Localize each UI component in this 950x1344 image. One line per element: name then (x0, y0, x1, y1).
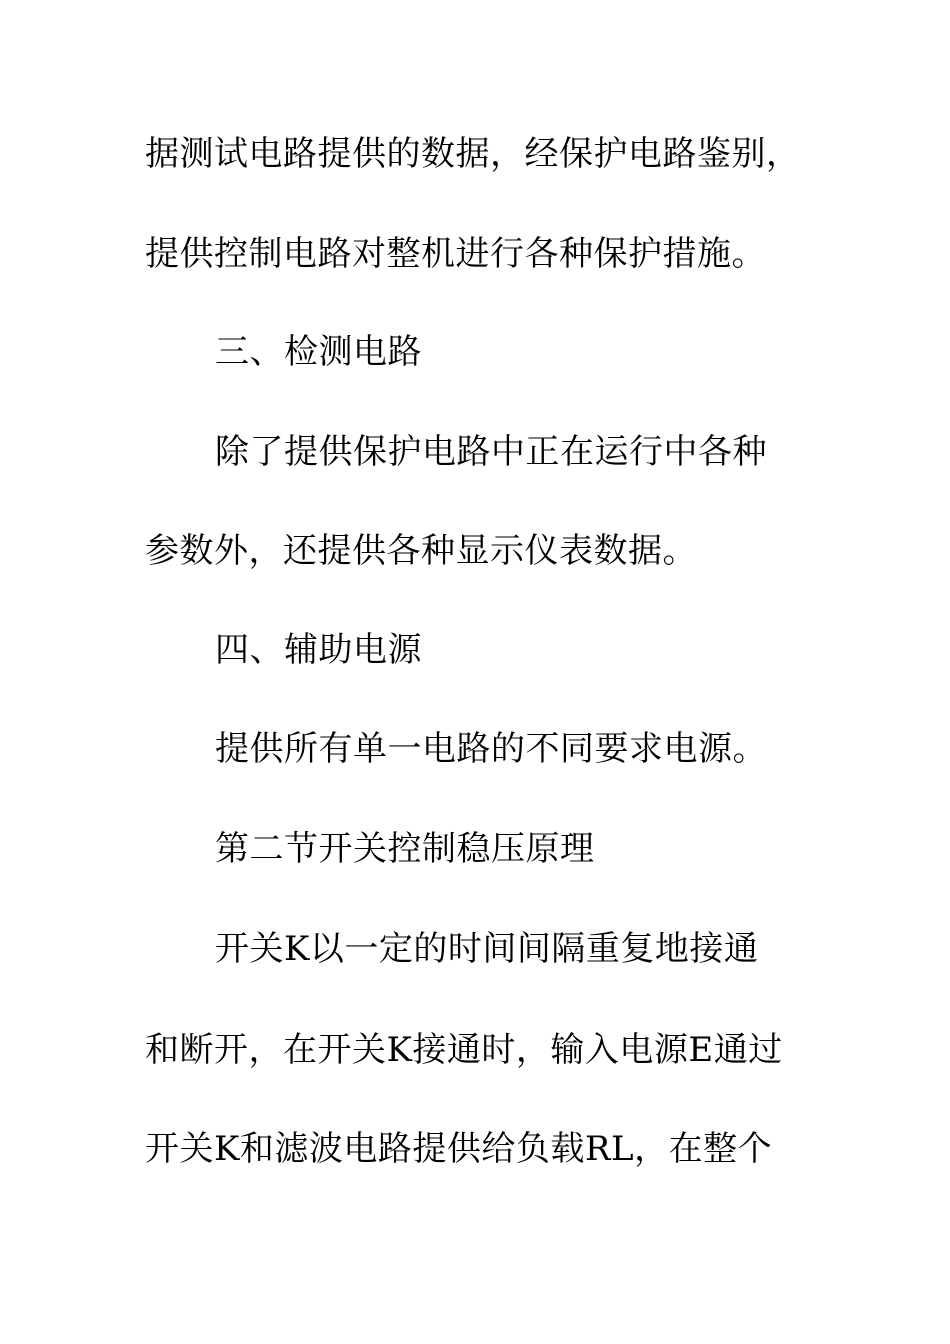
paragraph-line: 参数外，还提供各种显示仪表数据。 (145, 531, 697, 571)
section-heading-detection-circuit: 三、检测电路 (215, 332, 422, 372)
paragraph-line: 提供所有单一电路的不同要求电源。 (215, 729, 767, 769)
paragraph-line: 除了提供保护电路中正在运行中各种 (215, 432, 767, 472)
paragraph-line: 提供控制电路对整机进行各种保护措施。 (145, 234, 766, 274)
paragraph-line: 开关K以一定的时间间隔重复地接通 (215, 929, 759, 969)
section-heading-auxiliary-power: 四、辅助电源 (215, 630, 422, 670)
paragraph-line: 开关K和滤波电路提供给负载RL，在整个 (145, 1129, 773, 1169)
paragraph-line: 据测试电路提供的数据，经保护电路鉴别， (145, 134, 801, 174)
paragraph-line: 和断开，在开关K接通时，输入电源E通过 (145, 1030, 783, 1070)
section-heading-switch-regulation: 第二节开关控制稳压原理 (215, 829, 595, 869)
